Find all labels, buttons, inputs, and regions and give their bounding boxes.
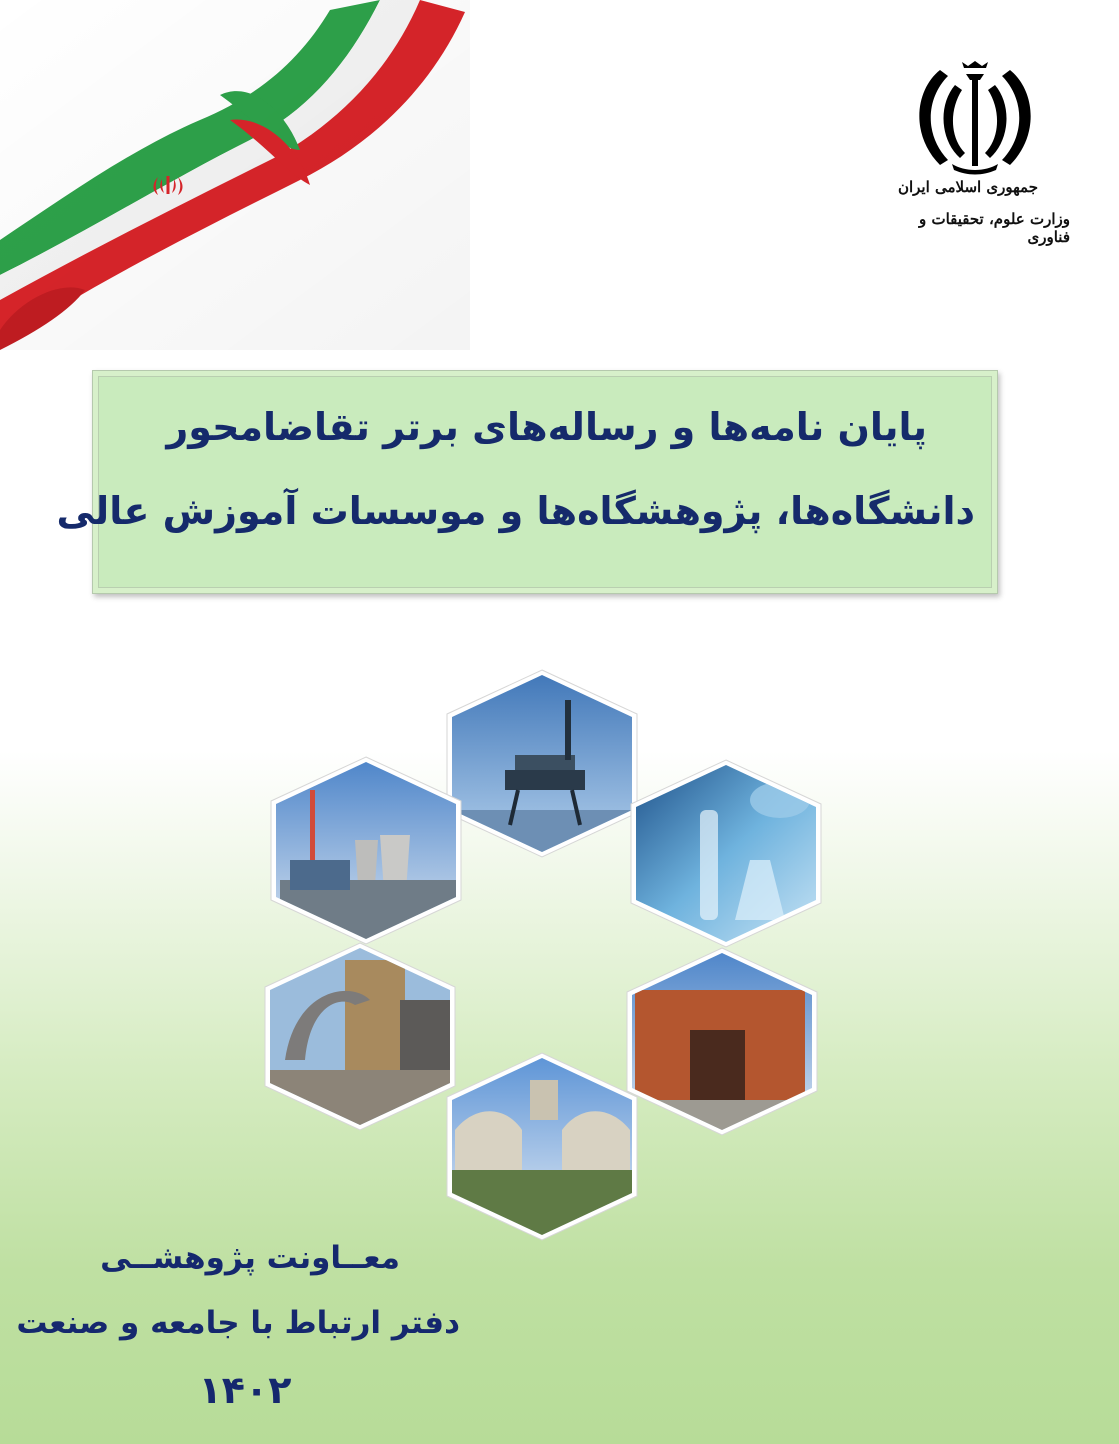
university-gate-photo [445,1053,640,1243]
title-box [56,370,998,594]
brick-university-building-photo [625,948,820,1140]
office-name: دفتر ارتباط با جامعه و صنعت [16,1305,460,1341]
hexagon-photo-collage [260,660,880,1260]
department-name: معــاونت پژوهشــی [100,1240,400,1276]
iran-flag-ribbon-icon [0,0,470,350]
year: ۱۴۰۲ [198,1368,292,1412]
oil-platform-photo [440,670,640,860]
power-plant-photo [270,757,465,947]
emblem-ministry-text: وزارت علوم، تحقیقات و فناوری [919,210,1070,246]
iran-emblem-icon [910,60,1040,178]
emblem-country-text: جمهوری اسلامی ایران [897,178,1038,196]
ministry-emblem [880,60,1070,246]
title-line-1: پایان نامه‌ها و رساله‌های برتر تقاضامحور [166,405,927,449]
title-line-2: دانشگاه‌ها، پژوهشگاه‌ها و موسسات آموزش عالی [56,489,975,533]
arch-gate-photo [265,943,460,1133]
laboratory-photo [630,760,825,950]
